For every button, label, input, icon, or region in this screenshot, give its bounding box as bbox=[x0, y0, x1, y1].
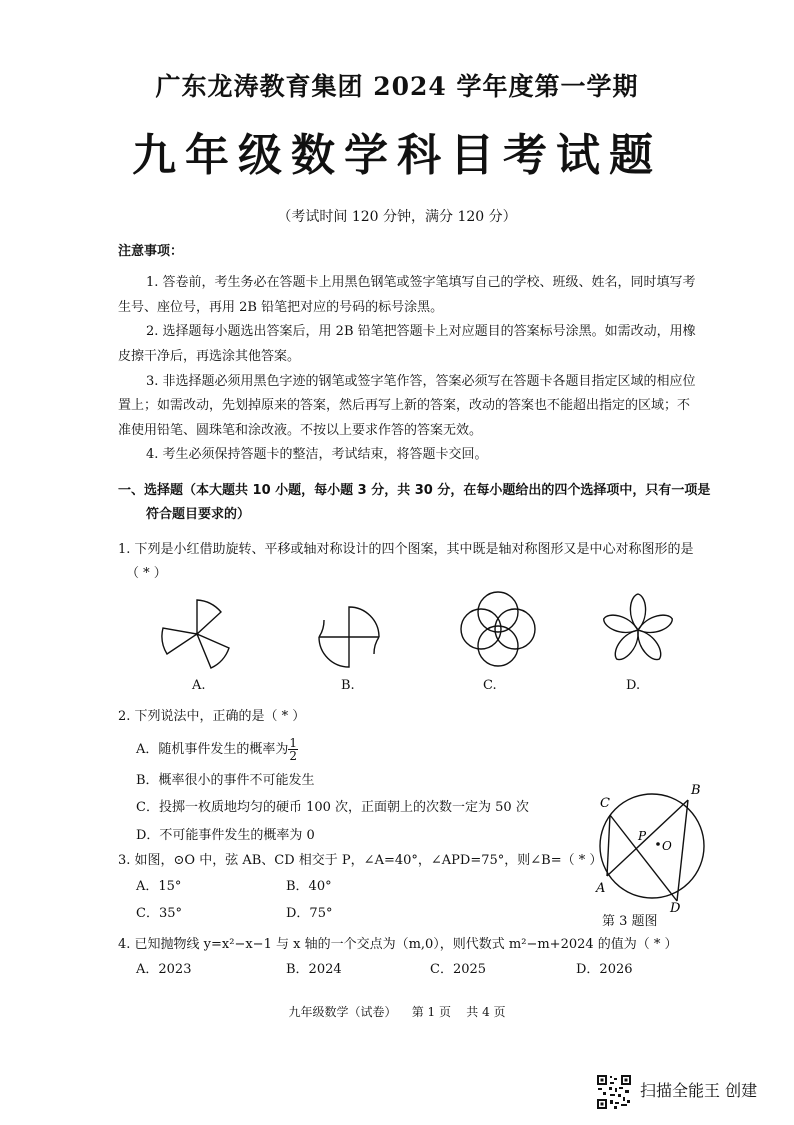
label-a: A bbox=[596, 881, 606, 896]
note-line: 皮擦干净后，再选涂其他答案。 bbox=[118, 349, 301, 364]
label-b: B bbox=[691, 783, 701, 798]
note-line: 2. 选择题每小题选出答案后，用 2B 铅笔把答题卡上对应题目的答案标号涂黑。如需改动，用橡 bbox=[146, 324, 696, 339]
q4-option-b: B．2024 bbox=[286, 962, 342, 977]
q3-option-c: C．35° bbox=[136, 906, 182, 921]
figure-d-flower bbox=[600, 590, 676, 670]
q3-figure-caption: 第 3 题图 bbox=[602, 914, 658, 929]
scanner-watermark: 扫描全能王 创建 bbox=[640, 1081, 758, 1100]
q1-option-c: C. bbox=[483, 678, 497, 693]
qr-code-icon bbox=[596, 1074, 632, 1110]
section-heading: 一、选择题（本大题共 10 小题，每小题 3 分，共 30 分，在每小题给出的四个选择项中，只有一项是 bbox=[118, 483, 711, 498]
q2-option-a-text: A．随机事件发生的概率为 bbox=[136, 742, 289, 757]
center-point-o bbox=[656, 842, 660, 846]
q3-option-b: B．40° bbox=[286, 879, 332, 894]
note-line: 1. 答卷前，考生务必在答题卡上用黑色钢笔或签字笔填写自己的学校、班级、姓名，同时填写考 bbox=[146, 275, 696, 290]
note-line: 4. 考生必须保持答题卡的整洁，考试结束，将答题卡交回。 bbox=[146, 447, 488, 462]
q4-option-d: D．2026 bbox=[576, 962, 633, 977]
note-line: 置上；如需改动，先划掉原来的答案，然后再写上新的答案，改动的答案也不能超出指定的区域；不 bbox=[118, 398, 691, 413]
label-o: O bbox=[662, 839, 672, 853]
label-c: C bbox=[600, 796, 610, 811]
q3-option-d: D．75° bbox=[286, 906, 333, 921]
exam-title: 九年级数学科目考试题 bbox=[132, 130, 662, 181]
label-d: D bbox=[670, 901, 681, 912]
label-p: P bbox=[638, 829, 647, 843]
q1-blank: （ * ） bbox=[126, 566, 167, 581]
q4-option-a: A．2023 bbox=[136, 962, 192, 977]
q2-option-c: C．投掷一枚质地均匀的硬币 100 次，正面朝上的次数一定为 50 次 bbox=[136, 800, 529, 815]
q4-option-c: C．2025 bbox=[430, 962, 487, 977]
q1-option-a: A. bbox=[192, 678, 206, 693]
q1-option-b: B. bbox=[341, 678, 355, 693]
q2-stem: 2. 下列说法中，正确的是（ * ） bbox=[118, 709, 306, 724]
q2-option-a bbox=[136, 737, 298, 762]
q3-circle-figure bbox=[592, 780, 712, 912]
note-line: 生号、座位号，再用 2B 铅笔把对应的号码的标号涂黑。 bbox=[118, 300, 444, 315]
notes-heading: 注意事项： bbox=[118, 244, 184, 259]
fraction-numerator: 1 bbox=[289, 736, 298, 750]
figure-a-three-blades bbox=[155, 596, 239, 676]
figure-b-pinwheel bbox=[314, 602, 384, 672]
q1-option-d: D. bbox=[626, 678, 641, 693]
q4-stem: 4. 已知抛物线 y=x²−x−1 与 x 轴的一个交点为（m,0），则代数式 m²−m+2024 的值为（ * ） bbox=[118, 937, 678, 952]
page-footer: 九年级数学（试卷） 第 1 页 共 4 页 bbox=[288, 1005, 506, 1019]
q1-stem: 1. 下列是小红借助旋转、平移或轴对称设计的四个图案，其中既是轴对称图形又是中心对称图形的是 bbox=[118, 542, 694, 557]
fraction-one-half bbox=[288, 737, 298, 762]
figure-c-four-circles bbox=[455, 586, 541, 672]
fraction-denominator: 2 bbox=[289, 749, 298, 763]
note-line: 3. 非选择题必须用黑色字迹的钢笔或签字笔作答，答案必须写在答题卡各题目指定区域的相应位 bbox=[146, 374, 696, 389]
q2-option-b: B．概率很小的事件不可能发生 bbox=[136, 773, 315, 788]
note-line: 准使用铅笔、圆珠笔和涂改液。不按以上要求作答的答案无效。 bbox=[118, 423, 483, 438]
section-heading-cont: 符合题目要求的） bbox=[146, 507, 251, 522]
q3-option-a: A．15° bbox=[136, 879, 182, 894]
exam-subtitle: （考试时间 120 分钟，满分 120 分） bbox=[277, 209, 517, 225]
q2-option-d: D．不可能事件发生的概率为 0 bbox=[136, 828, 315, 843]
school-title: 广东龙涛教育集团 2024 学年度第一学期 bbox=[155, 72, 639, 101]
q3-stem: 3. 如图，⊙O 中，弦 AB、CD 相交于 P，∠A=40°，∠APD=75°，则∠B=（ * ） bbox=[118, 853, 603, 868]
